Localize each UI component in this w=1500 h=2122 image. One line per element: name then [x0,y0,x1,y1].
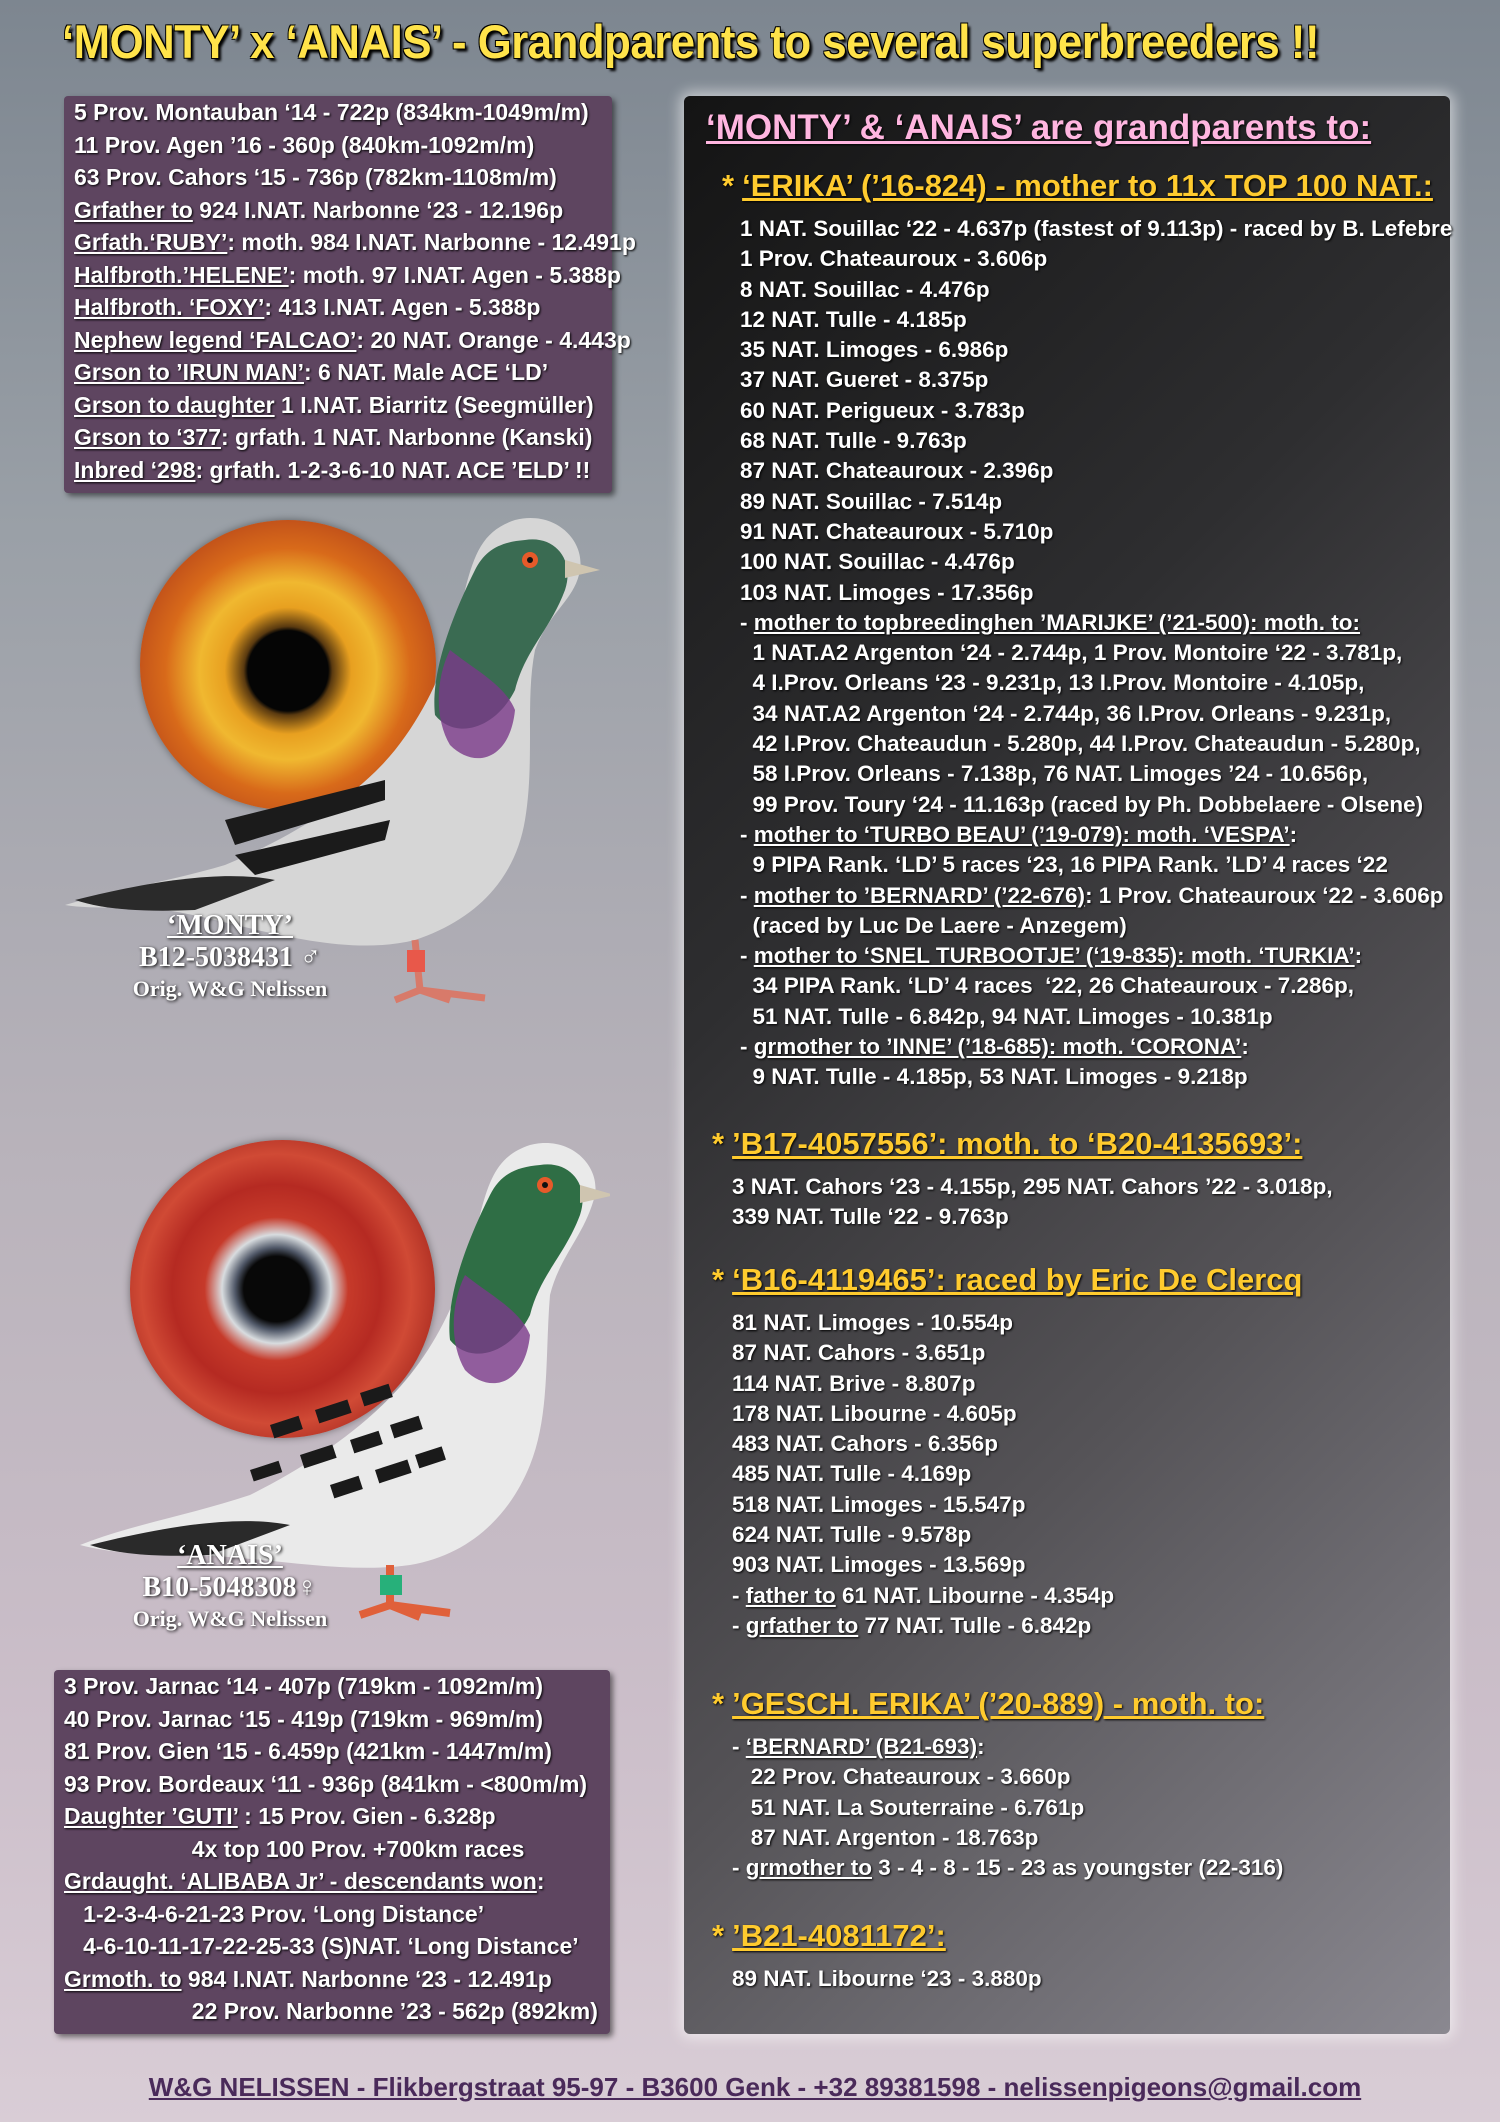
section-results [732,1172,1333,1233]
result-line: 8 NAT. Souillac - 4.476p [740,276,990,302]
section-results [732,1308,1114,1641]
result-line: 4 I.Prov. Orleans ‘23 - 9.231p, 13 I.Prov. Montoire - 4.105p, [740,670,1365,696]
grandchildren-panel [684,96,1453,2034]
result-line: 1 NAT. Souillac ‘22 - 4.637p (fastest of 9.113p) - raced by B. Lefebre [740,216,1453,241]
result-line: - ‘BERNARD’ (B21-693): [732,1734,985,1759]
monty-results-panel [64,96,636,493]
section-title: * ’GESCH. ERIKA’ (’20-889) - moth. to: [712,1686,1265,1721]
result-line: 1 NAT.A2 Argenton ‘24 - 2.744p, 1 Prov. Montoire ‘22 - 3.781p, [740,640,1403,666]
result-line: 58 I.Prov. Orleans - 7.138p, 76 NAT. Limoges ’24 - 10.656p, [740,761,1369,787]
section-title: * ‘B16-4119465’: raced by Eric De Clercq [712,1262,1303,1297]
result-line: 903 NAT. Limoges - 13.569p [732,1552,1026,1578]
anais-caption [80,1540,380,1634]
result-line: 9 NAT. Tulle - 4.185p, 53 NAT. Limoges - 9.218p [740,1064,1248,1090]
result-line: 178 NAT. Libourne - 4.605p [732,1400,1017,1426]
section-title: * ’B17-4057556’: moth. to ‘B20-4135693’: [712,1126,1303,1161]
result-line: 103 NAT. Limoges - 17.356p [740,579,1034,605]
result-line: 1 Prov. Chateauroux - 3.606p [740,246,1048,272]
result-line: - grfather to 77 NAT. Tulle - 6.842p [732,1612,1092,1638]
result-line: 518 NAT. Limoges - 15.547p [732,1491,1026,1517]
section-results [740,214,1452,1093]
result-line: - grmother to 3 - 4 - 8 - 15 - 23 as youngster (22-316) [732,1855,1284,1881]
anais-ring: B10-5048308♀ [142,1572,318,1603]
result-line: 100 NAT. Souillac - 4.476p [740,549,1015,575]
result-line: 339 NAT. Tulle ‘22 - 9.763p [732,1204,1009,1230]
anais-result-line: Grdaught. ‘ALIBABA Jr’ - descendants won: [64,1868,545,1894]
result-line: 22 Prov. Chateauroux - 3.660p [732,1764,1071,1790]
monty-result-line: Grson to ‘377: grfath. 1 NAT. Narbonne (Kanski) [74,424,593,450]
result-line: 87 NAT. Argenton - 18.763p [732,1824,1039,1850]
contact-footer: W&G NELISSEN - Flikbergstraat 95-97 - B3600 Genk - +32 89381598 - nelissenpigeons@gmail.com [148,2072,1362,2102]
anais-result-line: Daughter ’GUTI’ : 15 Prov. Gien - 6.328p [64,1803,496,1829]
result-line: 34 PIPA Rank. ‘LD’ 4 races ‘22, 26 Chateauroux - 7.286p, [740,973,1355,999]
anais-result-line: 4x top 100 Prov. +700km races [64,1835,525,1862]
result-line: 81 NAT. Limoges - 10.554p [732,1310,1013,1335]
anais-result-line: 40 Prov. Jarnac ‘15 - 419p (719km - 969m/m) [64,1705,544,1732]
result-line: 34 NAT.A2 Argenton ‘24 - 2.744p, 36 I.Prov. Orleans - 9.231p, [740,700,1392,726]
result-line: 89 NAT. Libourne ‘23 - 3.880p [732,1966,1042,1991]
result-line: 51 NAT. Tulle - 6.842p, 94 NAT. Limoges - 10.381p [740,1003,1273,1029]
result-line: - mother to topbreedinghen ’MARIJKE’ (’21-500): moth. to: [740,609,1361,635]
monty-caption [90,910,370,1004]
monty-result-line: Halfbroth. ‘FOXY’: 413 I.NAT. Agen - 5.388p [74,294,541,320]
result-line: 42 I.Prov. Chateaudun - 5.280p, 44 I.Prov. Chateaudun - 5.280p, [740,731,1421,757]
anais-result-line: 3 Prov. Jarnac ‘14 - 407p (719km - 1092m/m) [64,1673,544,1699]
result-line: 68 NAT. Tulle - 9.763p [740,428,967,454]
anais-result-line: 93 Prov. Bordeaux ‘11 - 936p (841km - <800m/m) [64,1770,588,1797]
result-line: - grmother to ’INNE’ (’18-685): moth. ‘CORONA’: [740,1034,1249,1060]
monty-result-line: 11 Prov. Agen ’16 - 360p (840km-1092m/m) [74,131,535,158]
result-line: 60 NAT. Perigueux - 3.783p [740,397,1025,423]
monty-result-line: Halfbroth.’HELENE’: moth. 97 I.NAT. Agen - 5.388p [74,261,621,288]
monty-result-line: Nephew legend ‘FALCAO’: 20 NAT. Orange - 4.443p [74,326,631,353]
result-line: 89 NAT. Souillac - 7.514p [740,488,1003,514]
monty-result-line: Inbred ‘298: grfath. 1-2-3-6-10 NAT. ACE ’ELD’ !! [74,456,591,483]
monty-result-line: Grfath.‘RUBY’: moth. 984 I.NAT. Narbonne - 12.491p [74,229,636,255]
page-title: ‘MONTY’ x ‘ANAIS’ - Grandparents to several superbreeders !! [62,15,1320,68]
monty-ring: B12-5038431 ♂ [139,942,321,973]
result-line: (raced by Luc De Laere - Anzegem) [740,912,1127,938]
monty-result-line: 63 Prov. Cahors ‘15 - 736p (782km-1108m/m) [74,164,557,190]
anais-origin: Orig. W&G Nelissen [132,1606,328,1631]
result-line: 91 NAT. Chateauroux - 5.710p [740,518,1054,544]
right-panel-heading: ‘MONTY’ & ‘ANAIS’ are grandparents to: [706,108,1372,147]
result-line: - father to 61 NAT. Libourne - 4.354p [732,1582,1115,1608]
monty-origin: Orig. W&G Nelissen [132,976,328,1001]
section-title: * ‘ERIKA’ (’16-824) - mother to 11x TOP 100 NAT.: [722,168,1433,203]
section-results [732,1732,1283,1883]
result-line: - mother to ‘TURBO BEAU’ (’19-079): moth. ‘VESPA’: [740,821,1298,847]
anais-result-line: 1-2-3-4-6-21-23 Prov. ‘Long Distance’ [64,1900,485,1927]
result-line: 3 NAT. Cahors ‘23 - 4.155p, 295 NAT. Cahors ’22 - 3.018p, [732,1174,1333,1199]
anais-result-line: 81 Prov. Gien ‘15 - 6.459p (421km - 1447m/m) [64,1738,552,1764]
monty-result-line: Grfather to 924 I.NAT. Narbonne ‘23 - 12.196p [74,196,564,223]
result-line: 114 NAT. Brive - 8.807p [732,1370,976,1396]
result-line: 87 NAT. Chateauroux - 2.396p [740,458,1054,484]
result-line: 9 PIPA Rank. ‘LD’ 5 races ‘23, 16 PIPA Rank. ’LD’ 4 races ‘22 [740,852,1388,878]
result-line: 87 NAT. Cahors - 3.651p [732,1340,986,1366]
anais-result-line: 4-6-10-11-17-22-25-33 (S)NAT. ‘Long Distance’ [64,1933,579,1959]
section-title: * ’B21-4081172’: [712,1918,946,1953]
monty-name: ‘MONTY’ [167,910,293,941]
anais-results-panel [54,1670,610,2034]
result-line: 99 Prov. Toury ‘24 - 11.163p (raced by Ph. Dobbelaere - Olsene) [740,791,1424,817]
result-line: 51 NAT. La Souterraine - 6.761p [732,1794,1085,1820]
result-line: - mother to ’BERNARD’ (’22-676): 1 Prov. Chateauroux ‘22 - 3.606p [740,882,1444,908]
anais-result-line: Grmoth. to 984 I.NAT. Narbonne ‘23 - 12.491p [64,1965,552,1992]
monty-result-line: 5 Prov. Montauban ‘14 - 722p (834km-1049m/m) [74,99,589,125]
anais-name: ‘ANAIS’ [177,1540,283,1571]
result-line: 37 NAT. Gueret - 8.375p [740,367,989,393]
monty-result-line: Grson to daughter 1 I.NAT. Biarritz (Seegmüller) [74,391,594,418]
result-line: 483 NAT. Cahors - 6.356p [732,1431,998,1457]
section-results [732,1964,1042,1994]
result-line: 12 NAT. Tulle - 4.185p [740,306,967,332]
monty-result-line: Grson to ’IRUN MAN’: 6 NAT. Male ACE ‘LD’ [74,359,549,385]
result-line: 35 NAT. Limoges - 6.986p [740,337,1009,363]
result-line: - mother to ‘SNEL TURBOOTJE’ (‘19-835): moth. ‘TURKIA’: [740,943,1363,969]
result-line: 624 NAT. Tulle - 9.578p [732,1522,972,1548]
anais-result-line: 22 Prov. Narbonne ’23 - 562p (892km) [64,1998,598,2024]
result-line: 485 NAT. Tulle - 4.169p [732,1461,972,1487]
